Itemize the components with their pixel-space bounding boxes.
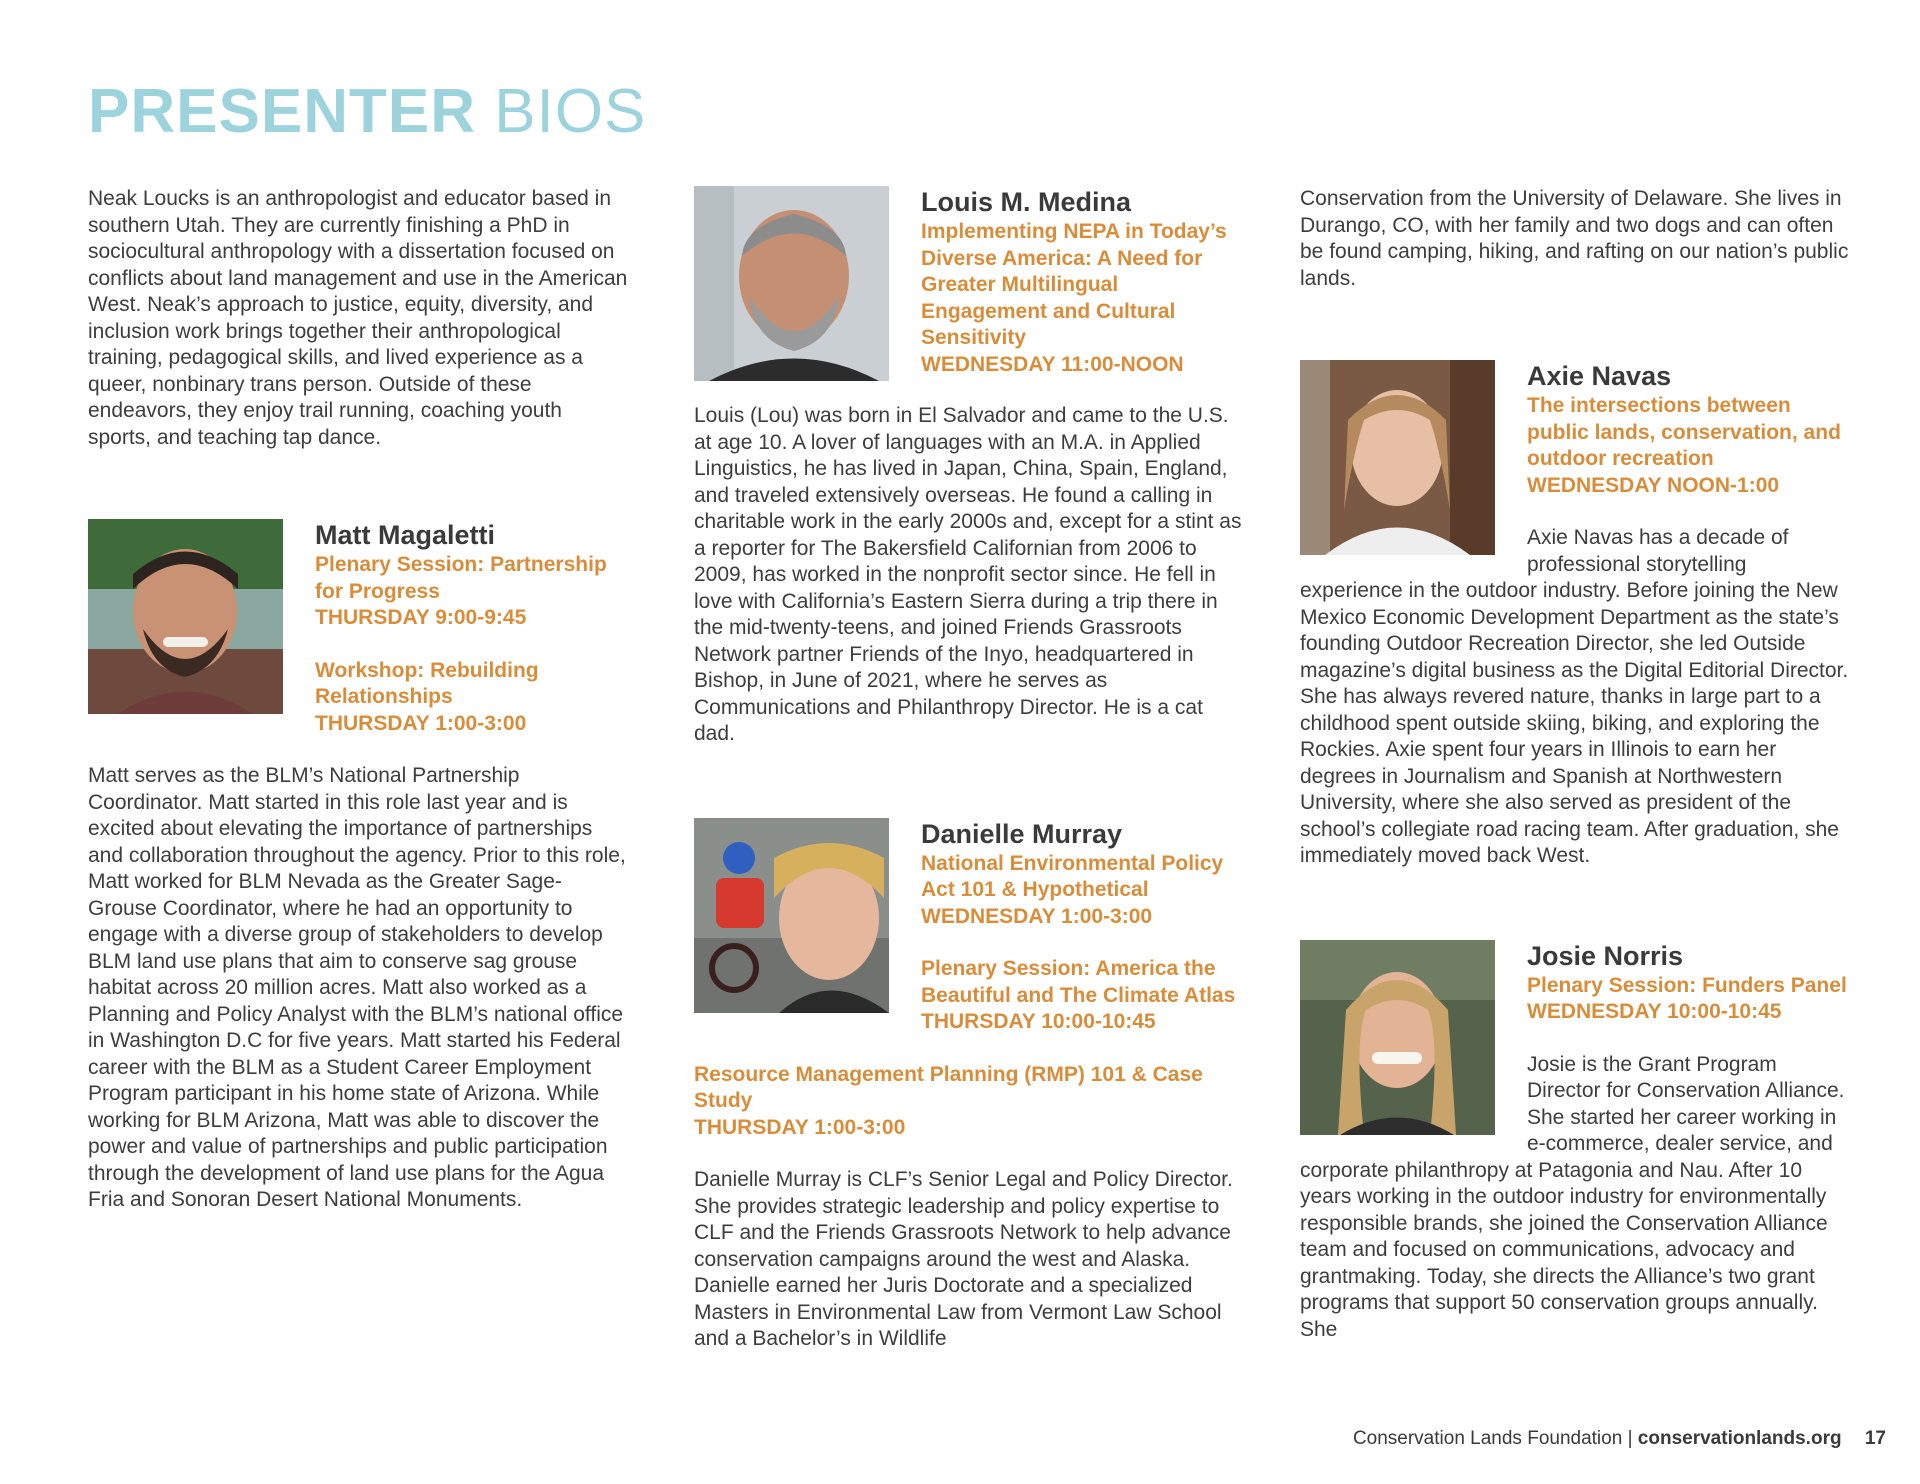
danielle-time-1: WEDNESDAY 1:00-3:00 bbox=[921, 904, 1153, 928]
josie-session-1: Plenary Session: Funders Panel bbox=[1527, 973, 1847, 997]
matt-session-2: Workshop: Rebuilding Relationships bbox=[315, 658, 539, 708]
footer-separator: | bbox=[1627, 1428, 1633, 1449]
title-light: BIOS bbox=[494, 77, 647, 146]
danielle-bio: Danielle Murray is CLF’s Senior Legal and Policy Director. She provides strategic leadership and policy expertise to CLF and the Friends Grassroots Network to help advance conservation campaigns around the west and Alaska. Danielle earned her Juris Doctorate and a specialized Masters in Environmental Law from Vermont Law School and a Bachelor’s in Wildlife bbox=[694, 1168, 1233, 1350]
footer-site-link[interactable]: conservationlands.org bbox=[1637, 1428, 1842, 1449]
column-3 bbox=[1300, 186, 1850, 1343]
louis-bio: Louis (Lou) was born in El Salvador and came to the U.S. at age 10. A lover of languages with an M.A. in Applied Linguistics, he has lived in Japan, China, Spain, England, and traveled extensively overseas. He found a calling in charitable work in the early 2000s and, except for a stint as a reporter for The Bakersfield Californian from 2006 to 2009, has worked in the nonprofit sector since. He fell in love with California’s Eastern Sierra during a trip there in the mid-twenty-teens, and joined Friends Grassroots Network partner Friends of the Inyo, headquartered in Bishop, in June of 2021, where he serves as Communications and Philanthropy Director. He is a cat dad. bbox=[694, 404, 1242, 745]
presenter-danielle bbox=[694, 818, 1244, 1353]
matt-name: Matt Magaletti bbox=[315, 520, 496, 550]
title-bold: PRESENTER bbox=[88, 77, 476, 146]
matt-time-2: THURSDAY 1:00-3:00 bbox=[315, 711, 527, 735]
louis-session-1: Implementing NEPA in Today’s Diverse America: A Need for Greater Multilingual Engagement and Cultural Sensitivity bbox=[921, 220, 1227, 349]
axie-session-1: The intersections between public lands, conservation, and outdoor recreation bbox=[1527, 394, 1841, 470]
danielle-name: Danielle Murray bbox=[921, 818, 1123, 849]
danielle-session-2: Plenary Session: America the Beautiful and The Climate Atlas bbox=[921, 957, 1236, 1007]
neak-bio: Neak Loucks is an anthropologist and educator based in southern Utah. They are currently finishing a PhD in sociocultural anthropology with a dissertation focused on conflicts about land management and use in the American West. Neak’s approach to justice, equity, diversity, and inclusion work brings together their anthropological training, pedagogical skills, and lived experience as a queer, nonbinary trans person. Outside of these endeavors, they enjoy trail running, coaching youth sports, and teaching tap dance. bbox=[88, 187, 628, 449]
danielle-session-3-block bbox=[694, 1062, 1244, 1142]
column-1 bbox=[88, 186, 628, 1214]
presenter-louis bbox=[694, 186, 1244, 748]
axie-name: Axie Navas bbox=[1527, 361, 1672, 391]
matt-session-1: Plenary Session: Partnership for Progress bbox=[315, 553, 607, 603]
danielle-session-3: Resource Management Planning (RMP) 101 & Case Study bbox=[694, 1062, 1203, 1112]
page-footer bbox=[1353, 1428, 1886, 1450]
page-title bbox=[88, 72, 646, 152]
danielle-photo bbox=[694, 818, 889, 1013]
danielle-time-3: THURSDAY 1:00-3:00 bbox=[694, 1115, 906, 1139]
axie-photo bbox=[1300, 360, 1495, 555]
presenter-axie bbox=[1300, 360, 1850, 870]
josie-name: Josie Norris bbox=[1527, 940, 1684, 971]
josie-time-1: WEDNESDAY 10:00-10:45 bbox=[1527, 1000, 1782, 1023]
louis-name: Louis M. Medina bbox=[921, 187, 1132, 217]
josie-bio: Josie is the Grant Program Director for Conservation Alliance. She started her career working in e-commerce, dealer service, and corporate philanthropy at Patagonia and Nau. After 10 years working in the outdoor industry for environmentally responsible brands, she joined the Conservation Alliance team and focused on communications, advocacy and grantmaking. Today, she directs the Alliance’s two grant programs that support 50 conservation groups annually. She bbox=[1300, 1052, 1845, 1341]
presenter-josie bbox=[1300, 940, 1850, 1344]
louis-time-1: WEDNESDAY 11:00-NOON bbox=[921, 352, 1184, 376]
danielle-time-2: THURSDAY 10:00-10:45 bbox=[921, 1010, 1156, 1033]
josie-photo bbox=[1300, 940, 1495, 1135]
danielle-session-1: National Environmental Policy Act 101 & Hypothetical bbox=[921, 851, 1224, 901]
louis-photo bbox=[694, 186, 889, 381]
column-2 bbox=[694, 186, 1244, 1353]
axie-bio: Axie Navas has a decade of professional storytelling experience in the outdoor industry. Before joining the New Mexico Economic Development Department as the state’s founding Outdoor Recreation Director, she led Outside magazine’s digital business as the Digital Editorial Director. She has always revered nature, thanks in large part to a childhood spent outside skiing, biking, and exploring the Rockies. Axie spent four years in Illinois to earn her degrees in Journalism and Spanish at Northwestern University, where she also served as president of the school’s collegiate road racing team. After graduation, she immediately moved back West. bbox=[1300, 526, 1849, 867]
matt-photo bbox=[88, 519, 283, 714]
danielle-bio-continued: Conservation from the University of Delaware. She lives in Durango, CO, with her family and two dogs and can often be found camping, hiking, and rafting on our nation’s public lands. bbox=[1300, 187, 1849, 290]
matt-bio: Matt serves as the BLM’s National Partnership Coordinator. Matt started in this role last year and is excited about elevating the importance of partnerships and collaboration throughout the agency. Prior to this role, Matt worked for BLM Nevada as the Greater Sage-Grouse Coordinator, where he had an opportunity to engage with a diverse group of stakeholders to develop BLM land use plans that aim to conserve sag grouse habitat across 20 million acres. Matt also worked as a Planning and Policy Analyst with the BLM’s national office in Washington D.C for five years. Matt started his Federal career with the BLM as a Student Career Employment Program participant in his home state of Arizona. While working for BLM Arizona, Matt was able to discover the power and value of partnerships and public participation through the development of land use plans for the Agua Fria and Sonoran Desert National Monuments. bbox=[88, 764, 626, 1211]
axie-time-1: WEDNESDAY NOON-1:00 bbox=[1527, 473, 1780, 497]
matt-time-1: THURSDAY 9:00-9:45 bbox=[315, 606, 527, 629]
page-number: 17 bbox=[1864, 1428, 1886, 1449]
presenter-matt bbox=[88, 519, 628, 1214]
footer-org: Conservation Lands Foundation bbox=[1352, 1428, 1623, 1449]
